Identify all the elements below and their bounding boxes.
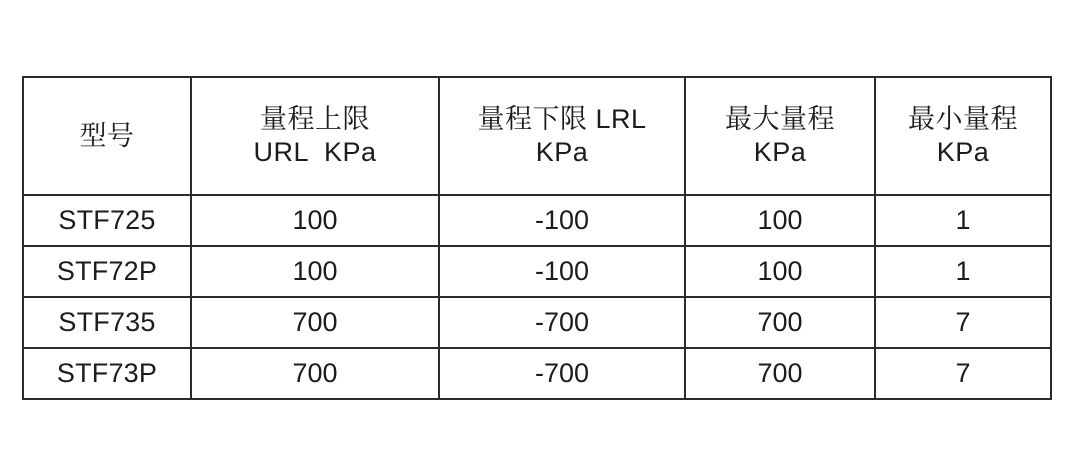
column-header-url bbox=[191, 77, 439, 195]
column-header-lrl-line-1: 量程下限 LRL bbox=[477, 104, 647, 135]
column-header-min-range-line-2: KPa bbox=[936, 137, 990, 167]
column-header-model-line-1: 型号 bbox=[79, 120, 135, 151]
cell-model: STF725 bbox=[23, 195, 191, 246]
cell-max-range: 100 bbox=[685, 246, 875, 297]
table-header bbox=[23, 77, 1051, 195]
column-header-max-range-line-2: KPa bbox=[753, 137, 807, 167]
table-row bbox=[23, 246, 1051, 297]
cell-url: 100 bbox=[191, 195, 439, 246]
column-header-max-range-line-1: 最大量程 bbox=[725, 104, 835, 135]
table-row bbox=[23, 195, 1051, 246]
cell-url: 700 bbox=[191, 297, 439, 348]
table-row bbox=[23, 297, 1051, 348]
cell-max-range: 100 bbox=[685, 195, 875, 246]
pressure-range-spec-table bbox=[22, 76, 1052, 400]
cell-min-range: 1 bbox=[875, 195, 1051, 246]
column-header-max-range bbox=[685, 77, 875, 195]
column-header-min-range-line-1: 最小量程 bbox=[908, 104, 1018, 135]
column-header-lrl bbox=[439, 77, 685, 195]
cell-min-range: 1 bbox=[875, 246, 1051, 297]
cell-lrl: -100 bbox=[439, 246, 685, 297]
column-header-lrl-line-2: KPa bbox=[535, 137, 589, 167]
column-header-url-line-1: 量程上限 bbox=[260, 104, 370, 135]
column-header-url-line-2: URL KPa bbox=[253, 137, 377, 167]
cell-max-range: 700 bbox=[685, 348, 875, 399]
cell-model: STF735 bbox=[23, 297, 191, 348]
column-header-model bbox=[23, 77, 191, 195]
cell-url: 100 bbox=[191, 246, 439, 297]
cell-model: STF72P bbox=[23, 246, 191, 297]
cell-min-range: 7 bbox=[875, 297, 1051, 348]
column-header-min-range bbox=[875, 77, 1051, 195]
cell-lrl: -100 bbox=[439, 195, 685, 246]
cell-url: 700 bbox=[191, 348, 439, 399]
cell-lrl: -700 bbox=[439, 297, 685, 348]
cell-min-range: 7 bbox=[875, 348, 1051, 399]
cell-lrl: -700 bbox=[439, 348, 685, 399]
table-body bbox=[23, 195, 1051, 399]
table-header-row bbox=[23, 77, 1051, 195]
cell-max-range: 700 bbox=[685, 297, 875, 348]
cell-model: STF73P bbox=[23, 348, 191, 399]
table-row bbox=[23, 348, 1051, 399]
